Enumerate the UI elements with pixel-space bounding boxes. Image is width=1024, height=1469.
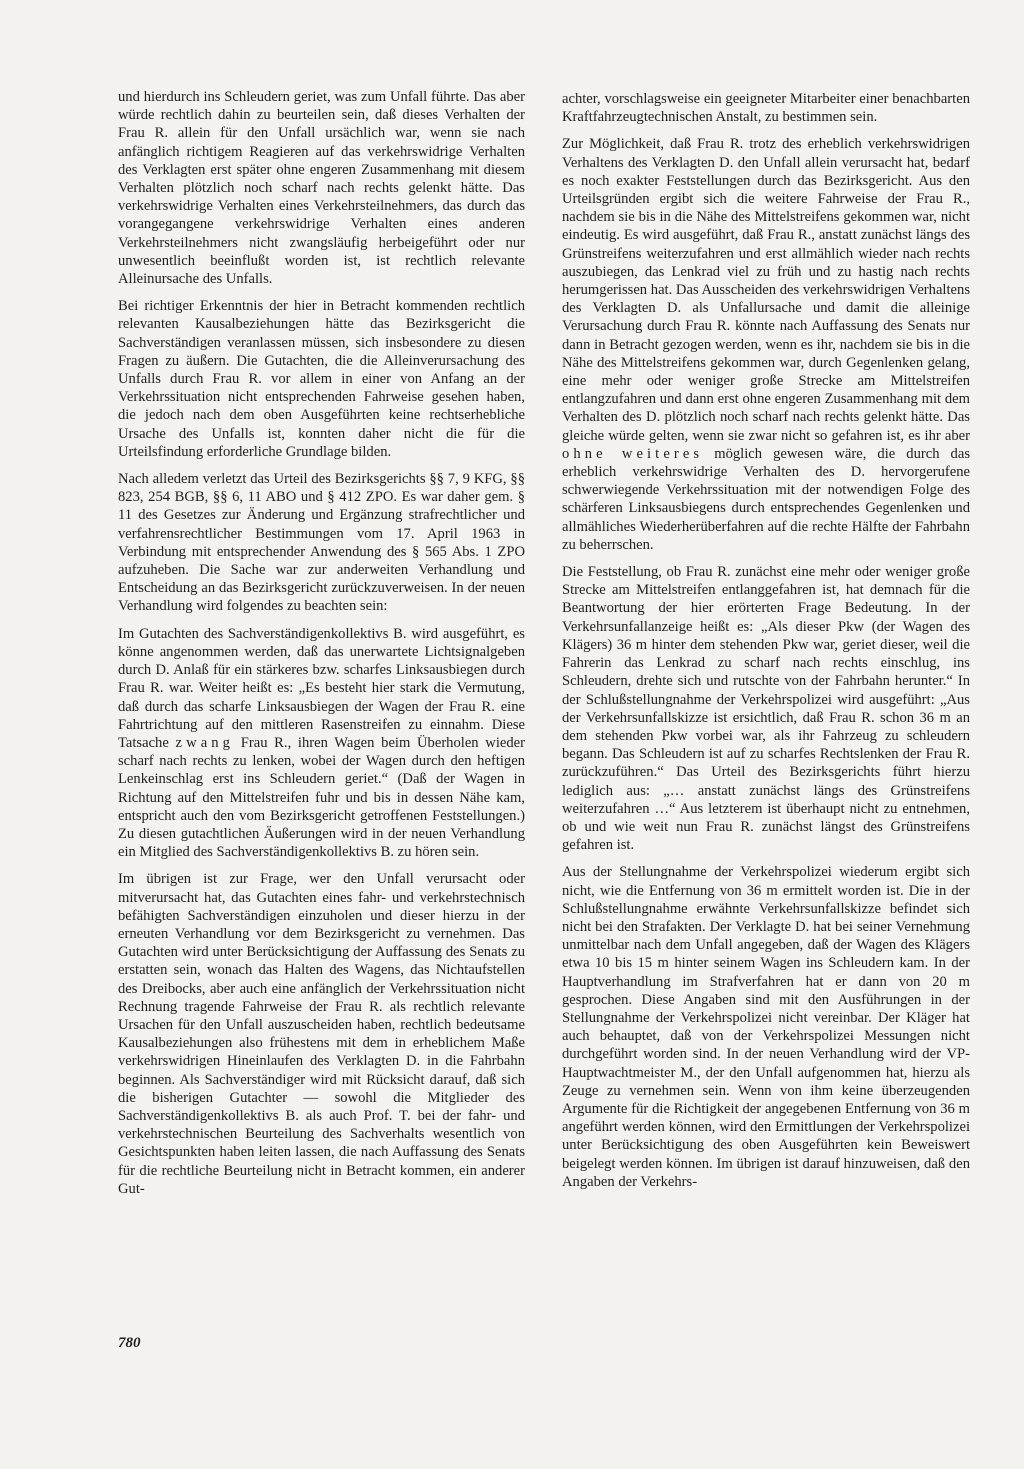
paragraph: Die Feststellung, ob Frau R. zunächst eine mehr oder weniger große Strecke am Mittelstreifen entlanggefahren ist, hat demnach für die Beantwortung der hier erörterten Frage Bedeutung. In der Verkehrsunfallanzeige heißt es: „Als dieser Pkw (der Wagen des Klägers) 36 m hinter dem stehenden Pkw war, geriet dieser, weil die Fahrerin das Lenkrad zu scharf nach rechts einschlug, ins Schleudern, drehte sich und rutschte von der Fahrbahn herunter.“ In der Schlußstellungnahme der Verkehrspolizei wird ausgeführt: „Aus der Verkehrsunfallskizze ist ersichtlich, daß Frau R. schon 36 m an dem stehenden Pkw vorbei war, als ihr Fahrzeug zu schleudern begann. Das Schleudern ist auf zu scharfes Rechtslenken der Frau R. zurückzuführen.“ Das Urteil des Bezirksgerichts führt hierzu lediglich aus: „… anstatt zunächst längs des Grünstreifens weiterzufahren …“ Aus letzterem ist überhaupt nicht zu entnehmen, ob und wie weit nun Frau R. zunächst längst des Grünstreifens gefahren ist. [562, 564, 970, 854]
paragraph [562, 135, 970, 554]
paragraph: Aus der Stellungnahme der Verkehrspolizei wiederum ergibt sich nicht, wie die Entfernung von 36 m ermittelt worden ist. Die in der Schlußstellungnahme erwähnte Verkehrsunfallskizze befindet sich nicht bei den Strafakten. Der Verklagte D. hat bei seiner Vernehmung unmittelbar nach dem Unfall angegeben, daß der Wagen des Klägers etwa 10 bis 15 m hinter seinem Wagen ins Schleudern kam. In der Hauptverhandlung im Strafverfahren hat er dann von 20 m gesprochen. Diese Angaben sind mit den Ausführungen in der Stellungnahme der Verkehrspolizei nicht vereinbar. Der Kläger hat auch behauptet, daß von der Verkehrspolizei Messungen nicht durchgeführt worden sind. In der neuen Verhandlung wird der VP-Hauptwachtmeister M., der den Unfall aufgenommen hat, hierzu als Zeuge zu vernehmen sein. Wenn von ihm keine überzeugenden Argumente für die Richtigkeit der angegebenen Entfernung von 36 m angeführt werden können, wird den Ermittlungen der Verkehrspolizei unter Berücksichtigung des oben Ausgeführten kein Beweiswert beigelegt werden können. Im übrigen ist darauf hinzuweisen, daß den Angaben der Verkehrs- [562, 864, 970, 1190]
text-run: Im Gutachten des Sachverständigenkollektivs B. wird ausgeführt, es könne angenommen werden, daß das unerwartete Lichtsignalgeben durch D. Anlaß für ein stärkeres bzw. scharfes Linksausbiegen durch Frau R. war. Weiter heißt es: „Es besteht hier stark die Vermutung, daß durch das scharfe Linksausbiegen der Wagen der Frau R. eine Fahrtrichtung auf den mittleren Rasenstreifen zu einnahm. Diese Tatsache [118, 625, 525, 751]
paragraph: und hierdurch ins Schleudern geriet, was zum Unfall führte. Das aber würde rechtlich dahin zu beurteilen sein, daß dieses Verhalten der Frau R. allein für den Unfall ursächlich war, wenn sie nach anfänglich richtigem Reagieren auf das verkehrswidrige Verhalten des Verklagten erst später ohne engeren Zusammenhang mit diesem Verhalten plötzlich noch scharf nach rechts gelenkt hätte. Das verkehrswidrige Verhalten eines Verkehrsteilnehmers, das durch das vorangegangene verkehrswidrige Verhalten eines anderen Verkehrsteilnehmers nicht zwangsläufig herbeigeführt oder nur unwesentlich beeinflußt worden ist, ist rechtlich relevante Alleinursache des Unfalls. [118, 89, 525, 288]
left-column [118, 88, 525, 1207]
page-number: 780 [118, 1335, 141, 1351]
spaced-emphasis: zwang [175, 734, 235, 751]
paragraph [118, 625, 525, 862]
paragraph: Im übrigen ist zur Frage, wer den Unfall verursacht oder mitverursacht hat, das Gutachten eines fahr- und verkehrstechnisch befähigten Sachverständigen einzuholen und dieser hierzu in der erneuten Verhandlung vor dem Bezirksgericht zu vernehmen. Das Gutachten wird unter Berücksichtigung der Auffassung des Senats zu erstatten sein, wonach das Halten des Wagens, das Nichtaufstellen des Dreibocks, aber auch eine anfänglich der Verkehrssituation nicht Rechnung tragende Fahrweise der Frau R. als rechtlich relevante Ursachen für den Unfall auszuscheiden haben, rechtlich bedeutsame Kausalbeziehungen also frühestens mit dem in erheblichem Maße verkehrswidrigen Hineinlaufen des Verklagten D. in die Fahrbahn beginnen. Als Sachverständiger wird mit Rücksicht darauf, daß sich die bisherigen Gutachter — sowohl die Mitglieder des Sachverständigenkollektivs B. als auch Prof. T. bei der fahr- und verkehrstechnischen Beurteilung des Sachverhalts wesentlich von Gesichtspunkten haben leiten lassen, die nach Auffassung des Senats für die rechtliche Beurteilung nicht in Betracht kommen, ein anderer Gut- [118, 871, 525, 1197]
spaced-emphasis: ohne weiteres [562, 445, 704, 462]
right-column [562, 90, 970, 1200]
paragraph: Bei richtiger Erkenntnis der hier in Betracht kommenden rechtlich relevanten Kausalbeziehungen hätte das Bezirksgericht die Sachverständigen veranlassen müssen, sich insbesondere zu diesen Fragen zu äußern. Die Gutachten, die die Alleinverursachung des Unfalls durch Frau R. vor allem in einer von Anfang an der Verkehrssituation nicht entsprechenden Fahrweise gesehen haben, die jedoch nach dem oben Ausgeführten keine rechtserhebliche Ursache des Unfalls ist, konnten daher nicht die für die Urteilsfindung erforderliche Grundlage bilden. [118, 298, 525, 460]
text-run: Zur Möglichkeit, daß Frau R. trotz des erheblich verkehrswidrigen Verhaltens des Verklagten D. den Unfall allein verursacht hat, bedarf es noch exakter Feststellungen durch das Bezirksgericht. Aus den Urteilsgründen ergibt sich die weitere Fahrweise der Frau R., nachdem sie bis in die Nähe des Mittelstreifens gekommen war, nicht eindeutig. Es wird ausgeführt, daß Frau R., anstatt zunächst längs des Grünstreifens weiterzufahren und erst allmählich wieder nach rechts auszubiegen, das Lenkrad viel zu früh und zu hastig nach rechts herumgerissen hat. Das Ausscheiden des verkehrswidrigen Verhaltens des Verklagten D. als Unfallursache und damit die alleinige Verursachung durch Frau R. könnte nach Auffassung des Senats nur dann in Betracht gezogen werden, wenn es ihr, nachdem sie bis in die Nähe des Mittelstreifens gekommen war, durch Gegenlenken gelang, eine mehr oder weniger große Strecke am Mittelstreifen entlangzufahren und dann erst ohne engeren Zusammenhang mit dem Verhalten des D. plötzlich noch scharf nach rechts gelenkt hätte. Das gleiche würde gelten, wenn sie zwar nicht so gefahren ist, es ihr aber [562, 136, 970, 444]
text-run: möglich gewesen wäre, die durch das erheblich verkehrswidrige Verhalten des D. hervorgerufene schwerwiegende Verkehrssituation mit der notwendigen Folge des schärferen Linksausbiegens durch entsprechendes Gegenlenken und allmähliches Wiederherüberfahren auf die rechte Hälfte der Fahrbahn zu beherrschen. [562, 445, 970, 553]
paragraph: Nach alledem verletzt das Urteil des Bezirksgerichts §§ 7, 9 KFG, §§ 823, 254 BGB, §§ 6, 11 ABO und § 412 ZPO. Es war daher gem. § 11 des Gesetzes zur Änderung und Ergänzung strafrechtlicher und verfahrensrechtlicher Bestimmungen vom 17. April 1963 in Verbindung mit entsprechender Anwendung des § 565 Abs. 1 ZPO aufzuheben. Die Sache war zur anderweiten Verhandlung und Entscheidung an das Bezirksgericht zurückzuverweisen. In der neuen Verhandlung wird folgendes zu beachten sein: [118, 471, 525, 615]
text-run: Frau R., ihren Wagen beim Überholen wieder scharf nach rechts zu lenken, wobei der Wagen durch den heftigen Lenkeinschlag erst ins Schleudern geriet.“ (Daß der Wagen in Richtung auf den Mittelstreifen fuhr und bis in dessen Nähe kam, entspricht auch den vom Bezirksgericht getroffenen Feststellungen.) Zu diesen gutachtlichen Äußerungen wird in der neuen Verhandlung ein Mitglied des Sachverständigenkollektivs B. zu hören sein. [118, 734, 525, 861]
paragraph: achter, vorschlagsweise ein geeigneter Mitarbeiter einer benachbarten Kraftfahrzeugtechnischen Anstalt, zu bestimmen sein. [562, 91, 970, 126]
